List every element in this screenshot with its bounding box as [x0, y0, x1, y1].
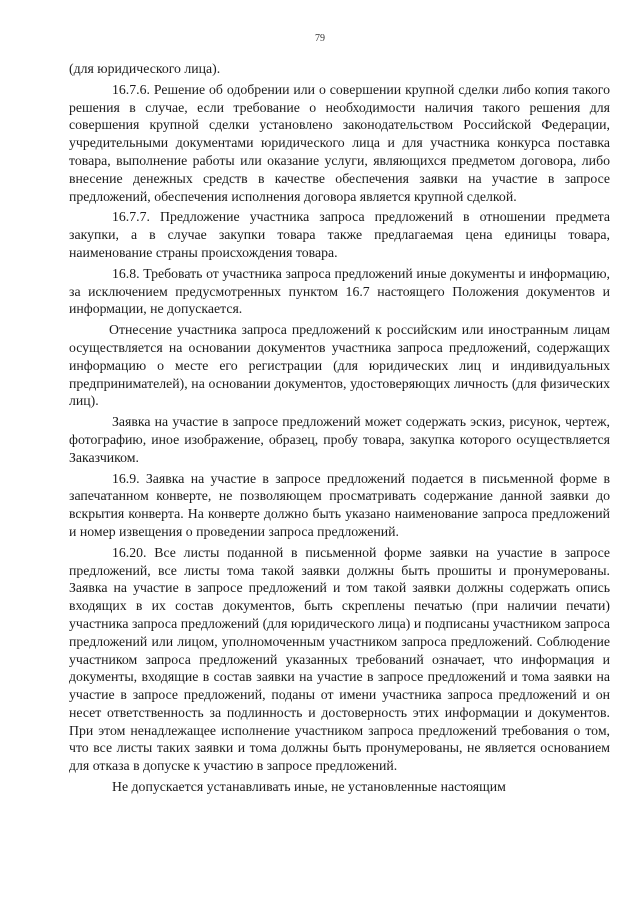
paragraph-application-attachments: Заявка на участие в запросе предложений может содержать эскиз, рисунок, чертеж, фотографию, иное изображение, образец, пробу товара, закупка которого осуществляется Заказчиком. [69, 414, 610, 465]
paragraph-16-7-7: 16.7.7. Предложение участника запроса предложений в отношении предмета закупки, а в случае закупки товара также предлагаемая цена единицы товара, наименование страны происхождения товара. [69, 209, 610, 260]
paragraph-16-8: 16.8. Требовать от участника запроса предложений иные документы и информацию, за исключением предусмотренных пунктом 16.7 настоящего Положения документов и информации, не допускается. [69, 265, 610, 317]
paragraph-participant-classification: Отнесение участника запроса предложений к российским или иностранным лицам осуществляется на основании документов участника запроса предложений, содержащих информацию о месте его регистрации (для юридических лиц и индивидуальных предпринимателей), на основании документов, удостоверяющих личность (для физических лиц). [69, 322, 610, 409]
paragraph-16-7-6: 16.7.6. Решение об одобрении или о совершении крупной сделки либо копия такого решения в случае, если требование о необходимости наличия такого решения для совершения крупной сделки установлено законодательством Российской Федерации, учредительными документами юридического лица и для участника конкурса поставка товара, выполнение работы или оказание услуги, являющихся предметом договора, либо внесение денежных средств в качестве обеспечения заявки на участие в запросе предложений, обеспечения исполнения договора является крупной сделкой. [69, 81, 610, 204]
paragraph-not-allowed: Не допускается устанавливать иные, не установленные настоящим [112, 779, 506, 795]
paragraph-16-20: 16.20. Все листы поданной в письменной форме заявки на участие в запросе предложений, все листы тома такой заявки должны быть прошиты и пронумерованы. Заявка на участие в запросе предложений и том такой заявки должны содержать опись входящих в их состав документов, быть скреплены печатью (при наличии печати) участника запроса предложений (для юридического лица) и подписаны участником запроса предложений или лицом, уполномоченным участником запроса предложений. Соблюдение участником запроса предложений указанных требований означает, что информация и документы, входящие в состав заявки на участие в запросе предложений и тома заявки на участие в запросе предложений, поданы от имени участника запроса предложений и он несет ответственность за подлинность и достоверность этих информации и документов. При этом ненадлежащее исполнение участником запроса предложений требования о том, что все листы таких заявки и тома должны быть пронумерованы, не является основанием для отказа в допуске к участию в запросе предложений. [69, 544, 610, 774]
paragraph-legal-entity-note: (для юридического лица). [69, 61, 221, 76]
paragraph-16-9: 16.9. Заявка на участие в запросе предложений подается в письменной форме в запечатанном конверте, не позволяющем просматривать содержание данной заявки до вскрытия конверта. На конверте должно быть указано наименование запроса предложений и номер извещения о проведении запроса предложений. [69, 470, 610, 539]
page-number: 79 [315, 33, 325, 44]
document-body [69, 60, 610, 799]
